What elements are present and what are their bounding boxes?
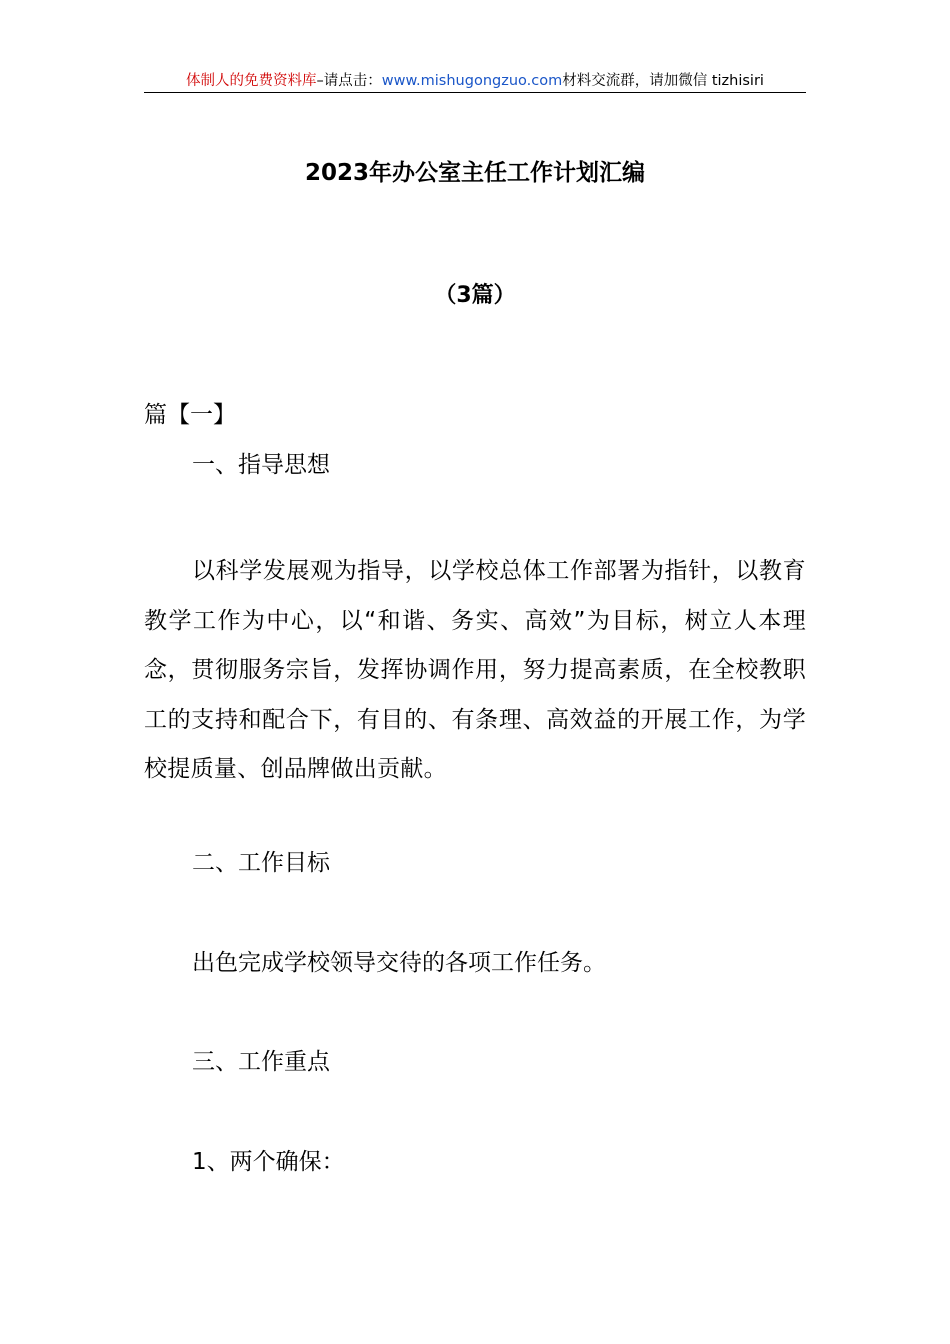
- header-url-link[interactable]: www.mishugongzuo.com: [381, 73, 563, 89]
- header-prompt: –请点击：: [316, 73, 382, 89]
- document-title: 2023年办公室主任工作计划汇编: [304, 160, 645, 186]
- section-heading-3: 三、工作重点: [192, 1049, 330, 1075]
- section-heading-2: 二、工作目标: [192, 850, 330, 876]
- paragraph-guiding-thought: 以科学发展观为指导，以学校总体工作部署为指针，以教育教学工作为中心，以“和谐、务实、高效”为目标，树立人本理念，贯彻服务宗旨，发挥协调作用，努力提高素质，在全校教职工的支持和配合下，有目的、有条理、高效益的开展工作，为学校提质量、创品牌做出贡献。: [144, 558, 806, 782]
- part-label: 篇【一】: [144, 402, 236, 428]
- document-subtitle: （3篇）: [434, 283, 516, 308]
- paragraph-work-goal: 出色完成学校领导交待的各项工作任务。: [192, 950, 606, 976]
- header-contact: 材料交流群，请加微信 tizhisiri: [562, 73, 764, 89]
- page-header: [144, 70, 806, 93]
- list-item-1: 1、两个确保：: [192, 1149, 345, 1175]
- section-heading-1: 一、指导思想: [192, 452, 330, 478]
- header-brand: 体制人的免费资料库: [186, 73, 317, 89]
